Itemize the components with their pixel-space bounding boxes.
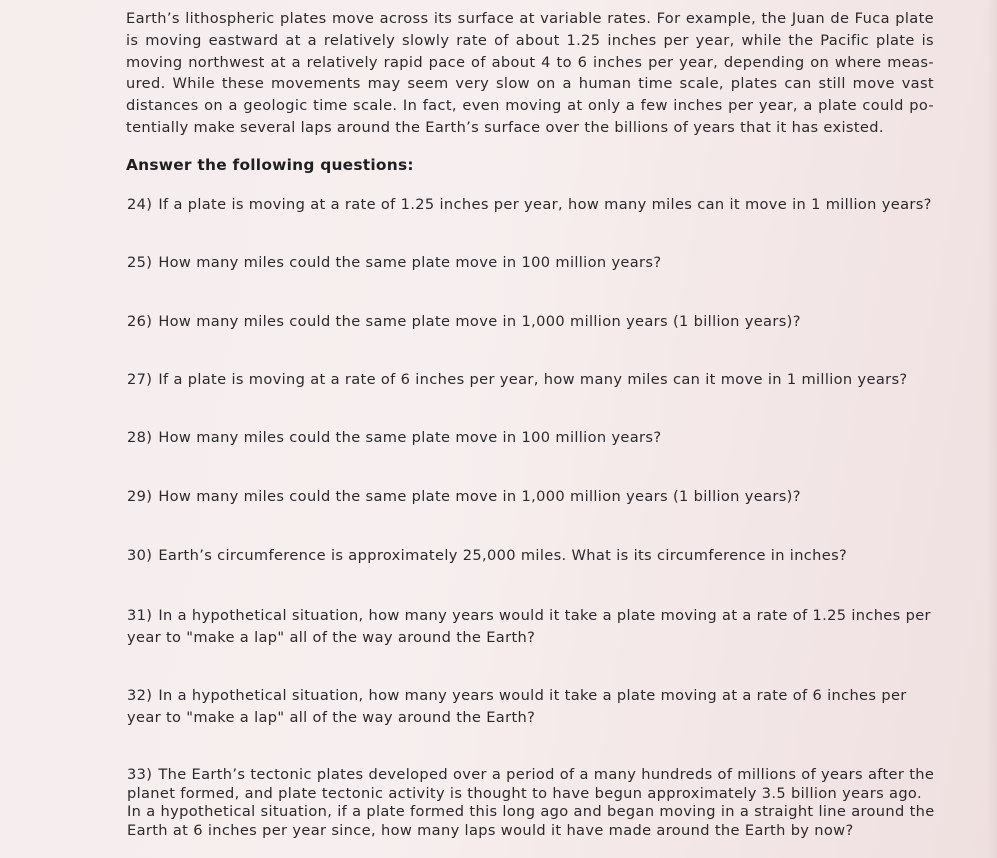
question-30	[127, 545, 935, 567]
question-24	[127, 194, 935, 216]
question-text: The Earth’s tectonic plates developed over a period of a many hundreds of millions of years after the planet formed, and plate tectonic activity is thought to have begun approximately 3.5 billion years ago. In a hypothetical situation, if a plate formed this long ago and began moving in a straight line around the Earth at 6 inches per year since, how many laps would it have made around the Earth by now?	[127, 766, 935, 839]
question-number: 24)	[127, 196, 153, 213]
question-text: How many miles could the same plate move in 1,000 million years (1 billion years)?	[158, 488, 801, 505]
question-text: Earth’s circumference is approximately 25,000 miles. What is its circumference in inches?	[158, 547, 848, 564]
question-28	[127, 427, 935, 449]
question-number: 32)	[127, 687, 153, 704]
question-text: In a hypothetical situation, how many years would it take a plate moving at a rate of 1.25 inches per year to "make a lap" all of the way around the Earth?	[127, 607, 931, 646]
question-text: How many miles could the same plate move in 100 million years?	[158, 254, 662, 271]
question-number: 26)	[127, 313, 153, 330]
question-29	[127, 486, 935, 508]
question-33	[127, 766, 935, 840]
question-text: How many miles could the same plate move in 1,000 million years (1 billion years)?	[158, 313, 801, 330]
question-number: 29)	[127, 488, 153, 505]
question-32	[127, 685, 935, 728]
question-31	[127, 605, 935, 648]
question-number: 33)	[127, 766, 153, 783]
page-edge-shadow	[987, 0, 997, 858]
question-number: 28)	[127, 429, 153, 446]
question-text: If a plate is moving at a rate of 1.25 inches per year, how many miles can it move in 1 million years?	[158, 196, 932, 213]
question-27	[127, 369, 935, 391]
question-text: If a plate is moving at a rate of 6 inches per year, how many miles can it move in 1 million years?	[158, 371, 908, 388]
question-number: 30)	[127, 547, 153, 564]
question-25	[127, 252, 935, 274]
questions-heading: Answer the following questions:	[126, 156, 414, 174]
question-number: 25)	[127, 254, 153, 271]
question-number: 31)	[127, 607, 153, 624]
question-text: How many miles could the same plate move in 100 million years?	[158, 429, 662, 446]
intro-paragraph: Earth’s lithospheric plates move across its surface at variable rates. For example, the Juan de Fuca plate is moving eastward at a relatively slowly rate of about 1.25 inches per year, while the Pacific plate is moving northwest at a relatively rapid pace of about 4 to 6 inches per year, depending on where meas-ured. While these movements may seem very slow on a human time scale, plates can still move vast distances on a geologic time scale. In fact, even moving at only a few inches per year, a plate could po-tentially make several laps around the Earth’s surface over the billions of years that it has existed.	[126, 10, 934, 136]
question-text: In a hypothetical situation, how many years would it take a plate moving at a rate of 6 inches per year to "make a lap" all of the way around the Earth?	[127, 687, 907, 726]
question-number: 27)	[127, 371, 153, 388]
question-26	[127, 311, 935, 333]
